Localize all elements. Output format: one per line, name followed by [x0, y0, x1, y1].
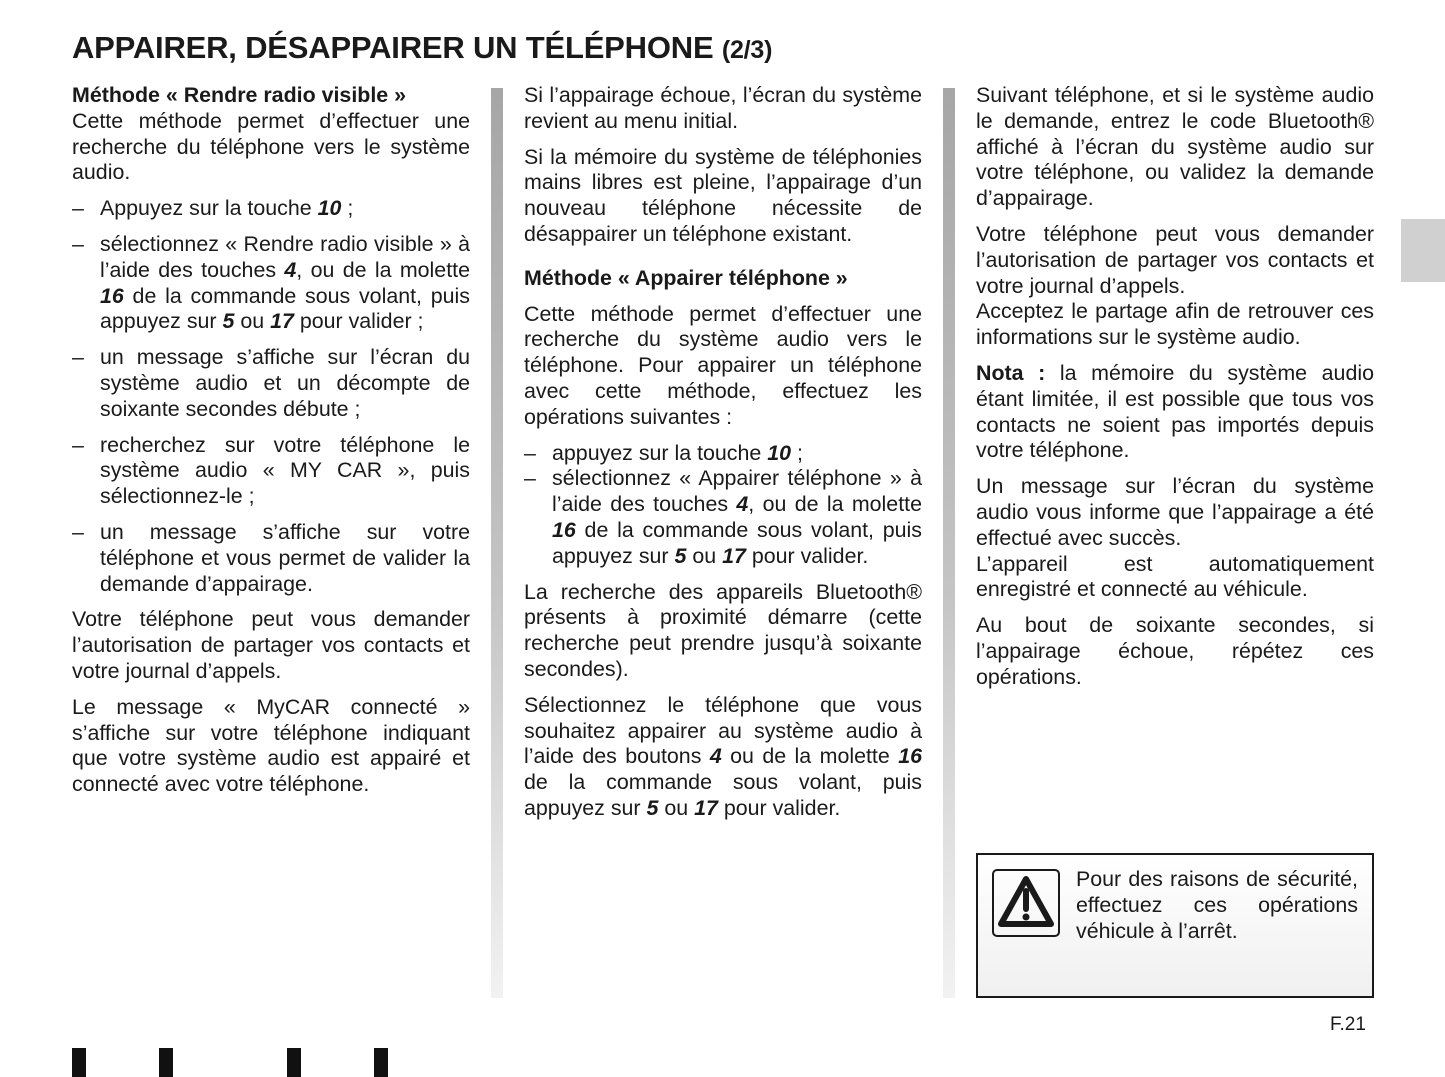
column-separator — [943, 88, 955, 998]
paragraph: Le message « MyCAR connecté » s’affiche sur votre téléphone indiquant que votre système audio est appairé et connecté avec votre téléphone. — [72, 694, 470, 797]
page-title-text: APPAIRER, DÉSAPPAIRER UN TÉLÉPHONE — [72, 30, 714, 65]
list-item: – sélectionnez « Rendre radio visible » à l’aide des touches 4, ou de la molette 16 de la commande sous volant, puis appuyez sur 5 ou 17 pour valider ; — [72, 232, 470, 335]
page-title-suffix: (2/3) — [721, 36, 773, 64]
paragraph: Cette méthode permet d’effectuer une recherche du système audio vers le téléphone. Pour appairer un téléphone avec cette méthode, effectuez les opérations suivantes : — [524, 301, 922, 429]
column-2 — [524, 83, 922, 832]
list-item: – appuyez sur la touche 10 ; — [524, 441, 922, 467]
print-mark — [159, 1048, 173, 1077]
column-separator — [491, 88, 503, 998]
paragraph: La recherche des appareils Bluetooth® présents à proximité démarre (cette recherche peut prendre jusqu’à soixante secondes). — [524, 579, 922, 681]
print-mark — [72, 1048, 86, 1077]
list-item: – Appuyez sur la touche 10 ; — [72, 196, 470, 222]
steps-list — [524, 441, 922, 570]
paragraph: Votre téléphone peut vous demander l’autorisation de partager vos contacts et votre journal d’appels. Acceptez le partage afin de retrouver ces informations sur le système audio. — [976, 221, 1374, 350]
paragraph: Si la mémoire du système de téléphonies mains libres est pleine, l’appairage d’un nouveau téléphone nécessite de désappairer un téléphone existant. — [524, 144, 922, 246]
print-mark — [374, 1048, 388, 1077]
print-mark — [287, 1048, 301, 1077]
column-1 — [72, 83, 470, 808]
paragraph: Cette méthode permet d’effectuer une recherche du téléphone vers le système audio. — [72, 108, 470, 185]
nota-paragraph: Nota : la mémoire du système audio étant limitée, il est possible que tous vos contacts ne soient pas importés depuis votre téléphone. — [976, 360, 1374, 463]
section-heading: Méthode « Rendre radio visible » — [72, 83, 407, 107]
column-3 — [976, 83, 1374, 701]
list-item: – un message s’affiche sur l’écran du système audio et un décompte de soixante secondes débute ; — [72, 345, 470, 422]
list-item: – recherchez sur votre téléphone le système audio « MY CAR », puis sélectionnez-le ; — [72, 433, 470, 510]
paragraph: Votre téléphone peut vous demander l’autorisation de partager vos contacts et votre journal d’appels. — [72, 607, 470, 683]
warning-triangle-icon — [992, 869, 1060, 937]
list-item: – un message s’affiche sur votre téléphone et vous permet de valider la demande d’appairage. — [72, 520, 470, 597]
list-item: – sélectionnez « Appairer téléphone » à l’aide des touches 4, ou de la molette 16 de la commande sous volant, puis appuyez sur 5 ou 17 pour valider. — [524, 466, 922, 569]
paragraph: Si l’appairage échoue, l’écran du système revient au menu initial. — [524, 83, 922, 133]
paragraph: Un message sur l’écran du système audio vous informe que l’appairage a été effectué avec succès. L’appareil est automatiquement enregistré et connecté au véhicule. — [976, 474, 1374, 602]
page-number: F.21 — [1330, 1014, 1366, 1035]
steps-list — [72, 196, 470, 597]
safety-warning-box — [976, 853, 1374, 998]
paragraph: Sélectionnez le téléphone que vous souhaitez appairer au système audio à l’aide des boutons 4 ou de la molette 16 de la commande sous volant, puis appuyez sur 5 ou 17 pour valider. — [524, 692, 922, 820]
page-title — [72, 30, 772, 66]
section-heading: Méthode « Appairer téléphone » — [524, 265, 848, 290]
paragraph: Suivant téléphone, et si le système audio le demande, entrez le code Bluetooth® affiché à l’écran du système audio sur votre téléphone, ou validez la demande d’appairage. — [976, 83, 1374, 211]
paragraph: Au bout de soixante secondes, si l’appairage échoue, répétez ces opérations. — [976, 613, 1374, 689]
nota-label: Nota : — [976, 360, 1046, 385]
section-thumb-tab — [1401, 219, 1445, 282]
warning-text: Pour des raisons de sécurité, effectuez ces opérations véhicule à l’arrêt. — [1076, 867, 1358, 943]
